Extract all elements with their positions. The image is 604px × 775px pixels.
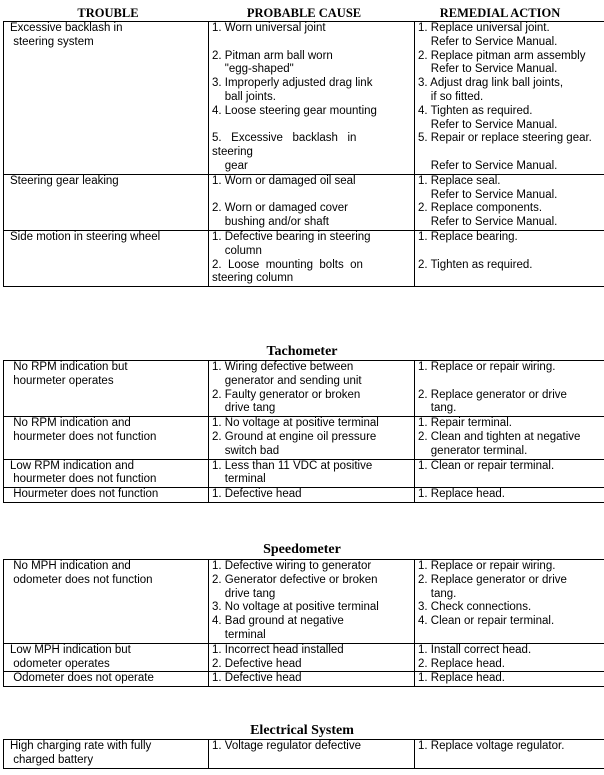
header-probable-cause: PROBABLE CAUSE (246, 6, 362, 20)
probable-cause-cell (209, 672, 415, 687)
probable-cause-item: 3. Improperly adjusted drag link ball joints. (212, 77, 373, 103)
probable-cause-item (212, 119, 408, 133)
probable-cause-item: 2. Ground at engine oil pressure switch bad (212, 430, 377, 457)
probable-cause-cell (209, 643, 415, 672)
remedial-action-item: 5. Repair or replace steering gear. Refer to Service Manual. (418, 132, 592, 172)
probable-cause-item: 2. Faulty generator or broken drive tang (212, 388, 361, 415)
remedial-action-cell (415, 459, 604, 488)
remedial-action-cell (415, 672, 604, 687)
probable-cause-cell (209, 740, 415, 769)
trouble-cell (4, 174, 209, 230)
remedial-action-item: 1. Install correct head. (418, 643, 532, 656)
remedial-action-cell (415, 230, 604, 286)
probable-cause-item: 2. Generator defective or broken drive tang (212, 573, 378, 600)
trouble-row (4, 174, 604, 230)
remedial-action-item: 1. Replace or repair wiring. (418, 361, 556, 373)
trouble-row (4, 22, 604, 175)
probable-cause-item: 1. Defective head (212, 672, 302, 685)
remedial-action-cell (415, 174, 604, 230)
probable-cause-item: 1. Worn universal joint (212, 22, 326, 34)
trouble-row (4, 643, 604, 672)
remedial-action-item: 2. Tighten as required. (418, 258, 533, 271)
probable-cause-cell (209, 488, 415, 503)
trouble-row (4, 459, 604, 488)
trouble-text: Steering gear leaking (10, 174, 119, 187)
header-trouble: TROUBLE (77, 6, 139, 20)
probable-cause-cell (209, 459, 415, 488)
probable-cause-cell (209, 22, 415, 175)
trouble-text: Low MPH indication but odometer operates (10, 643, 131, 670)
steering-table (3, 21, 604, 287)
remedial-action-item: 1. Replace head. (418, 672, 505, 685)
probable-cause-item: 4. Loose steering gear mounting (212, 104, 377, 117)
trouble-cell (4, 22, 209, 175)
header-remedial-action: REMEDIAL ACTION (439, 6, 561, 20)
remedial-action-item: 2. Replace generator or drive tang. (418, 388, 567, 415)
remedial-action-cell (415, 488, 604, 503)
probable-cause-item: 2. Loose mounting bolts on steering column (212, 258, 363, 285)
remedial-action-item: 1. Replace seal. Refer to Service Manual. (418, 174, 558, 201)
remedial-action-item: 2. Replace generator or drive tang. (418, 573, 567, 600)
remedial-action-item: 1. Clean or repair terminal. (418, 459, 555, 472)
trouble-row (4, 230, 604, 286)
trouble-cell (4, 740, 209, 769)
section-title-speedometer: Speedometer (263, 542, 341, 557)
trouble-text: No MPH indication and odometer does not function (13, 560, 153, 586)
remedial-action-item: 4. Tighten as required. Refer to Service Manual. (418, 104, 558, 131)
trouble-cell (4, 230, 209, 286)
trouble-text: Excessive backlash in steering system (10, 22, 123, 48)
trouble-text: No RPM indication but hourmeter operates (13, 361, 128, 387)
remedial-action-item: 2. Replace components. Refer to Service Manual. (418, 202, 558, 229)
trouble-text: Side motion in steering wheel (10, 230, 161, 243)
probable-cause-item: 4. Bad ground at negative terminal (212, 615, 344, 641)
column-headers (0, 6, 604, 20)
trouble-row (4, 740, 604, 769)
probable-cause-item: 1. Incorrect head installed (212, 643, 344, 656)
trouble-row (4, 417, 604, 459)
remedial-action-item: 3. Adjust drag link ball joints, if so fitted. (418, 77, 564, 103)
remedial-action-item (418, 375, 604, 389)
probable-cause-item: 1. Defective head (212, 488, 302, 501)
section-title-electrical-system: Electrical System (250, 723, 354, 738)
remedial-action-item: 1. Replace voltage regulator. (418, 740, 565, 752)
trouble-text: High charging rate with fully charged battery (10, 740, 152, 766)
remedial-action-cell (415, 643, 604, 672)
probable-cause-item (212, 36, 408, 50)
probable-cause-item: 3. No voltage at positive terminal (212, 601, 379, 614)
probable-cause-cell (209, 560, 415, 644)
electrical-system-table (3, 739, 604, 769)
probable-cause-cell (209, 417, 415, 459)
tachometer-table (3, 360, 604, 503)
remedial-action-item: 1. Replace or repair wiring. (418, 560, 556, 572)
trouble-cell (4, 488, 209, 503)
remedial-action-cell (415, 22, 604, 175)
trouble-cell (4, 361, 209, 417)
remedial-action-item: 2. Clean and tighten at negative generator terminal. (418, 430, 581, 457)
probable-cause-item: 1. Worn or damaged oil seal (212, 174, 356, 187)
remedial-action-item: 3. Check connections. (418, 601, 532, 614)
probable-cause-cell (209, 174, 415, 230)
probable-cause-item: 5. Excessive backlash in steering gear (212, 132, 357, 172)
trouble-row (4, 361, 604, 417)
trouble-cell (4, 417, 209, 459)
trouble-text: Low RPM indication and hourmeter does not function (10, 459, 157, 486)
remedial-action-item: 1. Replace bearing. (418, 230, 518, 243)
probable-cause-item (212, 189, 408, 203)
remedial-action-item: 1. Repair terminal. (418, 417, 512, 430)
probable-cause-item: 1. Voltage regulator defective (212, 740, 361, 752)
probable-cause-item: 1. Wiring defective between generator and sending unit (212, 361, 362, 387)
probable-cause-item: 2. Defective head (212, 657, 302, 670)
remedial-action-item: 4. Clean or repair terminal. (418, 615, 555, 628)
trouble-text: Odometer does not operate (10, 672, 154, 685)
trouble-row (4, 488, 604, 503)
probable-cause-item: 1. No voltage at positive terminal (212, 417, 379, 430)
remedial-action-cell (415, 417, 604, 459)
remedial-action-item: 2. Replace head. (418, 657, 505, 670)
trouble-cell (4, 643, 209, 672)
trouble-text: No RPM indication and hourmeter does not function (13, 417, 157, 443)
trouble-cell (4, 672, 209, 687)
probable-cause-cell (209, 230, 415, 286)
remedial-action-cell (415, 361, 604, 417)
trouble-text: Hourmeter does not function (10, 488, 159, 501)
probable-cause-item: 1. Less than 11 VDC at positive terminal (212, 459, 373, 486)
remedial-action-item (418, 245, 604, 259)
trouble-cell (4, 459, 209, 488)
section-title-tachometer: Tachometer (266, 344, 338, 359)
remedial-action-item: 1. Replace universal joint. Refer to Service Manual. (418, 22, 558, 48)
trouble-cell (4, 560, 209, 644)
trouble-row (4, 672, 604, 687)
remedial-action-cell (415, 560, 604, 644)
remedial-action-item: 1. Replace head. (418, 488, 505, 501)
speedometer-table (3, 559, 604, 687)
remedial-action-cell (415, 740, 604, 769)
probable-cause-item: 1. Defective bearing in steering column (212, 230, 371, 257)
probable-cause-item: 2. Worn or damaged cover bushing and/or shaft (212, 202, 348, 229)
probable-cause-cell (209, 361, 415, 417)
trouble-row (4, 560, 604, 644)
probable-cause-item: 1. Defective wiring to generator (212, 560, 372, 572)
remedial-action-item: 2. Replace pitman arm assembly Refer to Service Manual. (418, 49, 586, 76)
probable-cause-item: 2. Pitman arm ball worn "egg-shaped" (212, 49, 333, 76)
